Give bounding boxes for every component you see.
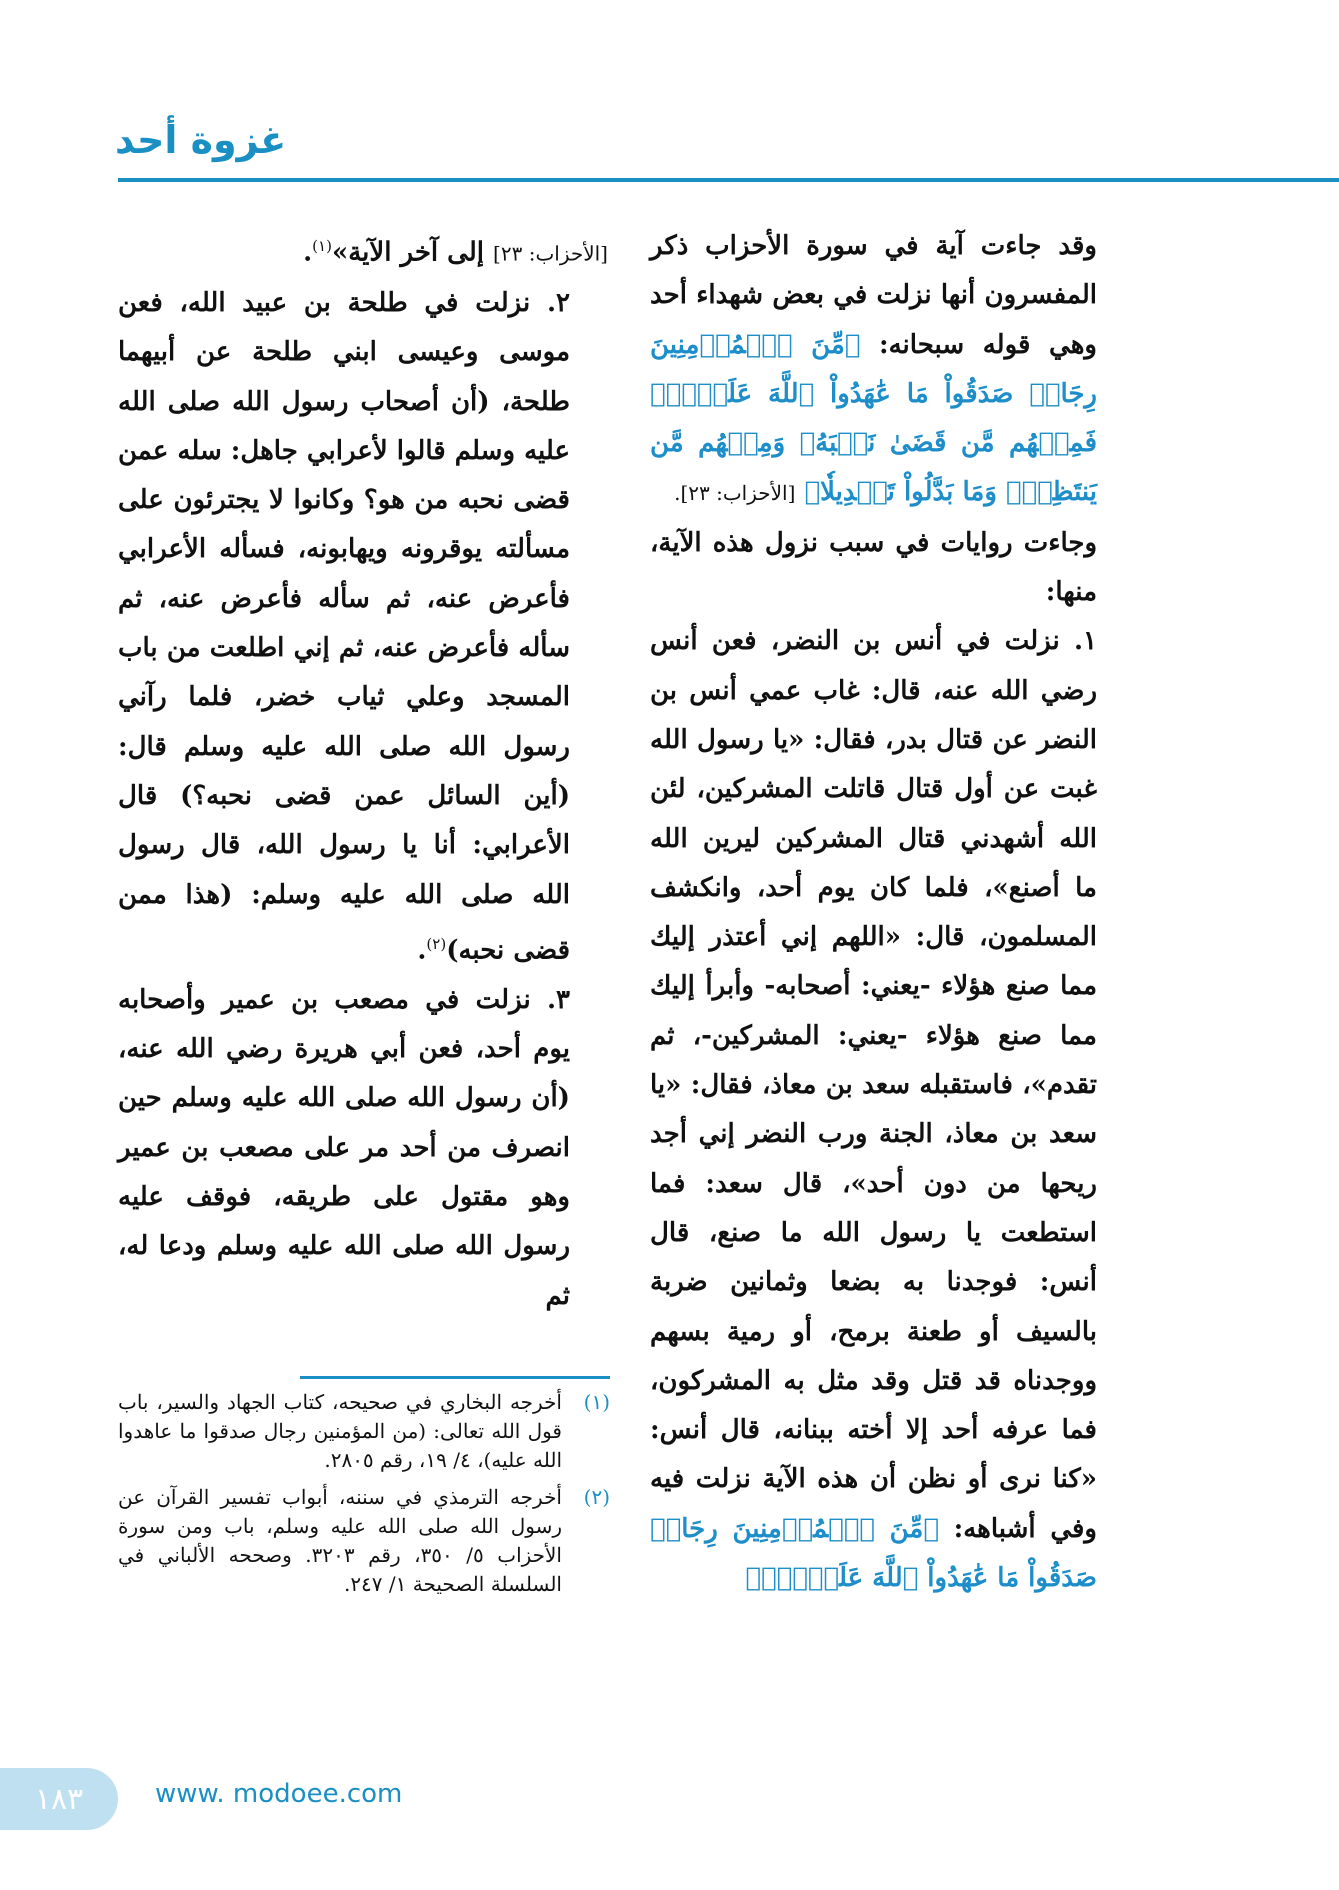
quran-verse-2: ﴿مِّنَ ٱلۡمُؤۡمِنِينَ رِجَالٞ صَدَقُواْ مَا عَٰهَدُواْ ٱللَّهَ عَلَيۡهِۖ﴾ xyxy=(650,1513,1097,1594)
footnote-2 xyxy=(118,1483,610,1599)
paragraph-continuation: [الأحزاب: ٢٣] إلى آخر الآية»$^{(١)}$. xyxy=(303,237,608,268)
intro-text: وقد جاءت آية في سورة الأحزاب ذكر المفسرون أنها نزلت في بعض شهداء أحد وهي قوله سبحانه: xyxy=(650,231,1097,360)
footnote-number: (٢) xyxy=(583,1485,610,1509)
footnote-text: أخرجه البخاري في صحيحه، كتاب الجهاد والسير، باب قول الله تعالى: (من المؤمنين رجال صدقوا ما عاهدوا الله عليه)، ٤/ ١٩، رقم ٢٨٠٥. xyxy=(118,1390,562,1472)
anas-text: ١. نزلت في أنس بن النضر، فعن أنس رضي الله عنه، قال: غاب عمي أنس بن النضر عن قتال بدر، فقال: «يا رسول الله غبت عن أول قتال قاتلت المشركين، لئن الله أشهدني قتال المشركين ليرين الله ما أصنع»، فلما كان يوم أحد، وانكشف المسلمون، قال: «اللهم إني أعتذر إليك مما صنع هؤلاء -يعني: أصحابه- وأبرأ إليك مما صنع هؤلاء -يعني: المشركين-، ثم تقدم»، فاستقبله سعد بن معاذ، فقال: «يا سعد بن معاذ، الجنة ورب النضر إني أجد ريحها من دون أحد»، قال سعد: فما استطعت يا رسول الله ما صنع، قال أنس: فوجدنا به بضعا وثمانين ضربة بالسيف أو طعنة برمح، أو رمية بسهم ووجدناه قد قتل وقد مثل به المشركون، فما عرفه أحد إلا أخته ببنانه، قال أنس: «كنا نرى أو نظن أن هذه الآية نزلت فيه وفي أشباهه: xyxy=(650,626,1097,1544)
continuation-text: إلى آخر الآية» xyxy=(331,237,484,268)
footnote-number: (١) xyxy=(583,1390,610,1414)
quran-verse: ﴿مِّنَ ٱلۡمُؤۡمِنِينَ رِجَالٞ صَدَقُواْ مَا عَٰهَدُواْ ٱللَّهَ عَلَيۡهِۖ فَمِنۡهُم مَّن قَضَىٰ نَحۡبَهُۥ وَمِنۡهُم مَّن يَنتَظِرُۖ وَمَا بَدَّلُواْ تَبۡدِيلٗا﴾ xyxy=(650,329,1097,508)
left-column xyxy=(118,222,608,1321)
verse-reference: [الأحزاب: ٢٣]. xyxy=(674,481,796,506)
footnotes xyxy=(118,1388,610,1607)
talha-text: ٢. نزلت في طلحة بن عبيد الله، فعن موسى وعيسى ابني طلحة عن أبيهما طلحة، (أن أصحاب رسول الله صلى الله عليه وسلم قالوا لأعرابي جاهل: سله عمن قضى نحبه من هو؟ وكانوا لا يجترئون على مسألته يوقرونه ويهابونه، فسأله الأعرابي فأعرض عنه، ثم سأله فأعرض عنه، ثم سأله فأعرض عنه، ثم إني اطلعت من باب المسجد وعلي ثياب خضر، فلما رآني رسول الله صلى الله عليه وسلم قال: (أين السائل عمن قضى نحبه؟) قال الأعرابي: أنا يا رسول الله، قال رسول الله صلى الله عليه وسلم: (هذا ممن قضى نحبه) xyxy=(118,287,570,966)
header-divider xyxy=(118,178,1339,182)
verse-reference-2: [الأحزاب: ٢٣] xyxy=(493,241,608,266)
paragraph-narrations: وجاءت روايات في سبب نزول هذه الآية، منها: xyxy=(650,527,1097,608)
paragraph-musab: ٣. نزلت في مصعب بن عمير وأصحابه يوم أحد، فعن أبي هريرة رضي الله عنه، (أن رسول الله صلى الله عليه وسلم حين انصرف من أحد مر على مصعب بن عمير وهو مقتول على طريقه، فوقف عليه رسول الله صلى الله عليه وسلم ودعا له، ثم xyxy=(118,984,570,1311)
footnote-marker-1: (١) xyxy=(312,237,332,255)
footnote-1 xyxy=(118,1388,610,1475)
website-link[interactable]: www. modoee.com xyxy=(155,1779,403,1809)
footnote-divider xyxy=(300,1376,610,1379)
paragraph-intro xyxy=(650,222,1135,519)
footnote-marker-2: (٢) xyxy=(426,934,447,953)
right-column xyxy=(650,222,1135,1603)
chapter-title: غزوة أحد xyxy=(115,118,287,162)
paragraph-talha: ٢. نزلت في طلحة بن عبيد الله، فعن موسى وعيسى ابني طلحة عن أبيهما طلحة، (أن أصحاب رسول الله صلى الله عليه وسلم قالوا لأعرابي جاهل: سله عمن قضى نحبه من هو؟ وكانوا لا يجترئون على مسألته يوقرونه ويهابونه، فسأله الأعرابي فأعرض عنه، ثم سأله فأعرض عنه، ثم سأله فأعرض عنه، ثم إني اطلعت من باب المسجد وعلي ثياب خضر، فلما رآني رسول الله صلى الله عليه وسلم قال: (أين السائل عمن قضى نحبه؟) قال الأعرابي: أنا يا رسول الله، قال رسول الله صلى الله عليه وسلم: (هذا ممن قضى نحبه)$^{(٢)}$. xyxy=(118,287,570,966)
footnote-text: أخرجه الترمذي في سننه، أبواب تفسير القرآن عن رسول الله صلى الله عليه وسلم، باب ومن سورة الأحزاب ٥/ ٣٥٠، رقم ٣٢٠٣. وصححه الألباني في السلسلة الصحيحة ١/ ٢٤٧. xyxy=(118,1485,562,1596)
page-number: ١٨٣ xyxy=(0,1768,118,1830)
paragraph-anas xyxy=(650,617,1135,1603)
